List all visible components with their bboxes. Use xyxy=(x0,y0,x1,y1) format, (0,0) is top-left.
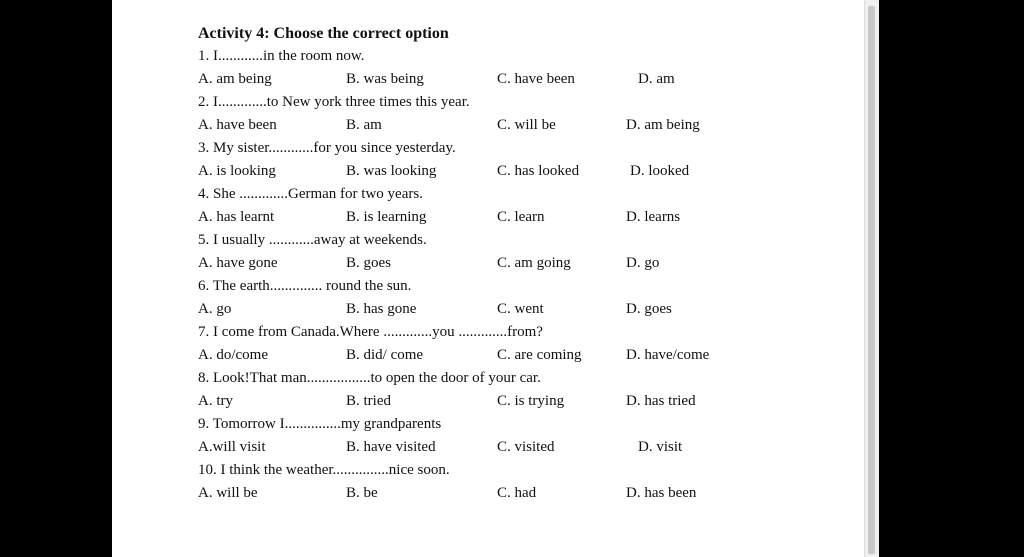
option-b[interactable]: B. am xyxy=(346,117,382,133)
options-1 xyxy=(198,68,758,91)
option-d[interactable]: D. am being xyxy=(626,117,700,133)
options-8 xyxy=(198,390,758,413)
options-5 xyxy=(198,252,758,275)
option-c[interactable]: C. visited xyxy=(497,439,555,455)
options-7 xyxy=(198,344,758,367)
option-c[interactable]: C. had xyxy=(497,485,537,501)
scrollbar-thumb[interactable] xyxy=(868,6,875,554)
options-4 xyxy=(198,206,758,229)
options-6 xyxy=(198,298,758,321)
option-c[interactable]: C. will be xyxy=(497,117,556,133)
option-c[interactable]: C. learn xyxy=(497,209,545,225)
option-c[interactable]: C. am going xyxy=(497,255,571,271)
option-d[interactable]: D. has tried xyxy=(626,393,696,409)
option-c[interactable]: C. has looked xyxy=(497,163,580,179)
option-b[interactable]: B. have visited xyxy=(346,439,436,455)
question-4: 4. She .............German for two years. xyxy=(198,186,423,202)
options-2 xyxy=(198,114,758,137)
question-2: 2. I.............to New york three times this year. xyxy=(198,94,470,110)
option-d[interactable]: D. goes xyxy=(626,301,672,317)
vertical-scrollbar[interactable] xyxy=(864,0,879,557)
option-b[interactable]: B. did/ come xyxy=(346,347,424,363)
option-d[interactable]: D. go xyxy=(626,255,660,271)
option-a[interactable]: A. is looking xyxy=(198,163,276,179)
option-b[interactable]: B. was being xyxy=(346,71,424,87)
option-b[interactable]: B. has gone xyxy=(346,301,417,317)
option-a[interactable]: A. do/come xyxy=(198,347,268,363)
option-d[interactable]: D. visit xyxy=(638,439,683,455)
option-a[interactable]: A. will be xyxy=(198,485,258,501)
worksheet xyxy=(198,22,758,505)
option-d[interactable]: D. have/come xyxy=(626,347,710,363)
question-8: 8. Look!That man.................to open the door of your car. xyxy=(198,370,541,386)
option-a[interactable]: A. have been xyxy=(198,117,277,133)
option-b[interactable]: B. is learning xyxy=(346,209,427,225)
options-9 xyxy=(198,436,758,459)
option-d[interactable]: D. learns xyxy=(626,209,681,225)
option-d[interactable]: D. has been xyxy=(626,485,697,501)
option-c[interactable]: C. went xyxy=(497,301,544,317)
question-9: 9. Tomorrow I...............my grandparents xyxy=(198,416,442,432)
question-10: 10. I think the weather...............nice soon. xyxy=(198,462,450,478)
question-6: 6. The earth.............. round the sun. xyxy=(198,278,412,294)
option-a[interactable]: A. go xyxy=(198,301,232,317)
question-7: 7. I come from Canada.Where .............you .............from? xyxy=(198,324,543,340)
option-a[interactable]: A. try xyxy=(198,393,233,409)
option-d[interactable]: D. am xyxy=(638,71,675,87)
option-a[interactable]: A. has learnt xyxy=(198,209,275,225)
option-b[interactable]: B. tried xyxy=(346,393,391,409)
options-3 xyxy=(198,160,758,183)
option-a[interactable]: A. am being xyxy=(198,71,272,87)
option-a[interactable]: A.will visit xyxy=(198,439,266,455)
question-5: 5. I usually ............away at weekends. xyxy=(198,232,427,248)
question-1: 1. I............in the room now. xyxy=(198,48,365,64)
option-b[interactable]: B. was looking xyxy=(346,163,437,179)
option-a[interactable]: A. have gone xyxy=(198,255,278,271)
options-10 xyxy=(198,482,758,505)
option-c[interactable]: C. is trying xyxy=(497,393,565,409)
option-d[interactable]: D. looked xyxy=(630,163,690,179)
activity-title: Activity 4: Choose the correct option xyxy=(198,25,449,42)
option-c[interactable]: C. are coming xyxy=(497,347,582,363)
question-3: 3. My sister............for you since yesterday. xyxy=(198,140,456,156)
option-b[interactable]: B. be xyxy=(346,485,378,501)
option-c[interactable]: C. have been xyxy=(497,71,575,87)
option-b[interactable]: B. goes xyxy=(346,255,391,271)
